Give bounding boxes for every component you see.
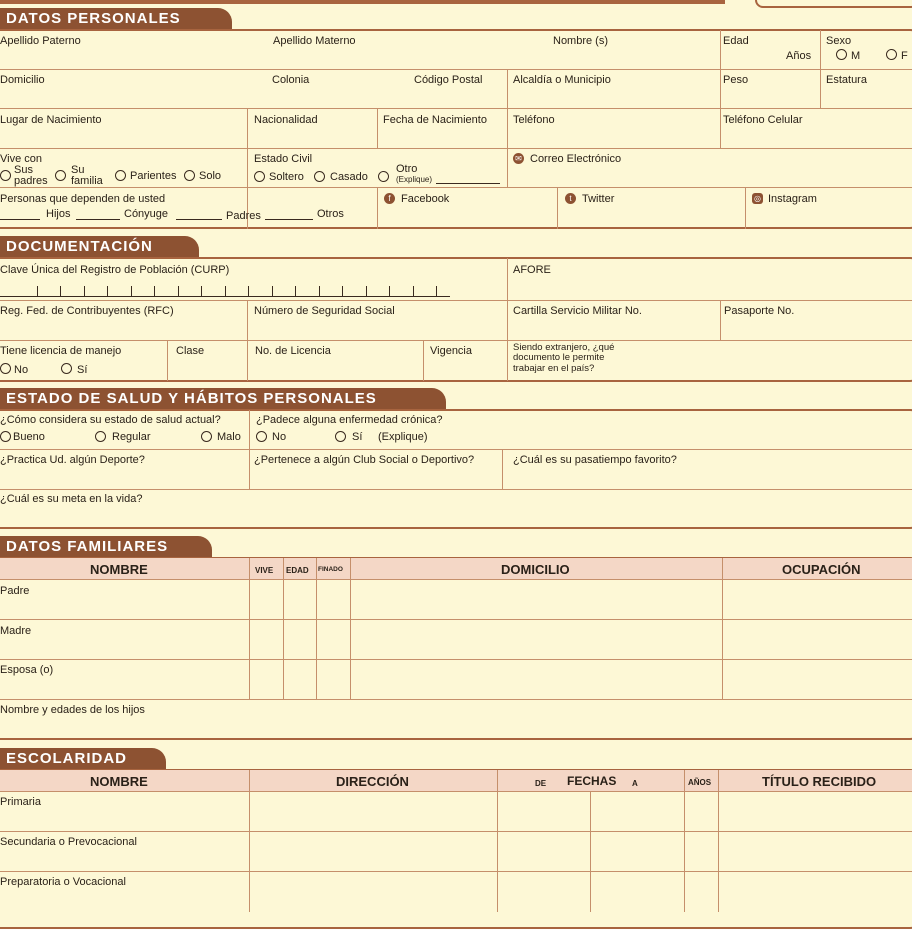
education-col-address: DIRECCIÓN xyxy=(336,774,409,789)
label-lives-family-2: familia xyxy=(71,175,103,187)
label-lives-alone: Solo xyxy=(199,170,222,182)
label-spouse: Cónyuge xyxy=(124,208,169,220)
family-col-occupation: OCUPACIÓN xyxy=(782,562,861,577)
label-married: Casado xyxy=(330,171,368,183)
label-goal-question: ¿Cuál es su meta en la vida? xyxy=(0,493,143,505)
col-divider xyxy=(497,770,498,912)
email-icon: ✉ xyxy=(513,153,524,164)
other-explain-line[interactable] xyxy=(436,183,500,184)
label-sex: Sexo xyxy=(826,35,852,47)
label-facebook: Facebook xyxy=(401,193,450,205)
col-divider xyxy=(167,340,168,381)
label-years: Años xyxy=(786,50,812,62)
row-divider xyxy=(0,187,912,188)
family-col-age: EDAD xyxy=(286,566,309,575)
label-license-no-option: No xyxy=(14,364,29,376)
label-birthplace: Lugar de Nacimiento xyxy=(0,114,102,126)
education-col-years: AÑOS xyxy=(688,778,712,787)
label-lives-parents-2: padres xyxy=(14,175,48,187)
label-others: Otros xyxy=(317,208,344,220)
col-divider xyxy=(720,30,721,109)
curp-tick xyxy=(342,286,343,296)
label-zip: Código Postal xyxy=(414,74,483,86)
label-birthdate: Fecha de Nacimiento xyxy=(383,114,487,126)
label-chronic-yes: Sí xyxy=(352,431,363,443)
col-divider xyxy=(377,108,378,148)
col-divider xyxy=(316,558,317,699)
col-divider xyxy=(718,770,719,912)
col-divider xyxy=(720,300,721,340)
curp-tick xyxy=(84,286,85,296)
label-sex-f: F xyxy=(901,50,908,62)
education-col-title: TÍTULO RECIBIDO xyxy=(762,774,877,789)
section-title-education: ESCOLARIDAD xyxy=(0,748,166,770)
section-title-health: ESTADO DE SALUD Y HÁBITOS PERSONALES xyxy=(0,388,446,410)
row-divider xyxy=(0,340,912,341)
col-divider xyxy=(507,258,508,381)
col-divider xyxy=(745,187,746,229)
radio-chronic-no[interactable] xyxy=(256,431,267,442)
row-divider xyxy=(0,148,912,149)
radio-sex-m[interactable] xyxy=(836,49,847,60)
label-license-number: No. de Licencia xyxy=(255,345,331,357)
curp-tick xyxy=(107,286,108,296)
radio-lives-family[interactable] xyxy=(55,170,66,181)
radio-married[interactable] xyxy=(314,171,325,182)
col-divider xyxy=(722,558,723,699)
radio-chronic-yes[interactable] xyxy=(335,431,346,442)
instagram-icon: ◎ xyxy=(752,193,763,204)
label-paternal-surname: Apellido Paterno xyxy=(0,35,81,47)
col-divider xyxy=(502,449,503,489)
facebook-icon: f xyxy=(384,193,395,204)
curp-tick xyxy=(389,286,390,296)
curp-tick xyxy=(413,286,414,296)
family-col-deceased: FINADO xyxy=(318,566,343,573)
label-nss: Número de Seguridad Social xyxy=(254,305,395,317)
row-divider xyxy=(0,108,912,109)
label-phone: Teléfono xyxy=(513,114,555,126)
label-military: Cartilla Servicio Militar No. xyxy=(513,305,642,317)
label-club-question: ¿Pertenece a algún Club Social o Deportivo? xyxy=(254,454,475,466)
radio-health-bad[interactable] xyxy=(201,431,212,442)
label-colony: Colonia xyxy=(272,74,310,86)
radio-lives-alone[interactable] xyxy=(184,170,195,181)
row-divider xyxy=(0,69,912,70)
row-divider xyxy=(0,579,912,580)
label-foreign-1: Siendo extranjero, ¿qué xyxy=(513,342,615,353)
curp-tick xyxy=(37,286,38,296)
label-hobby-question: ¿Cuál es su pasatiempo favorito? xyxy=(513,454,677,466)
education-col-dates: FECHAS xyxy=(567,774,617,788)
col-divider xyxy=(820,30,821,109)
curp-tick xyxy=(436,286,437,296)
radio-license-no[interactable] xyxy=(0,363,11,374)
curp-tick xyxy=(201,286,202,296)
label-twitter: Twitter xyxy=(582,193,615,205)
radio-lives-parents[interactable] xyxy=(0,170,11,181)
row-divider xyxy=(0,871,912,872)
col-divider xyxy=(590,791,591,912)
label-dependents: Personas que dependen de usted xyxy=(0,193,166,205)
curp-tick xyxy=(319,286,320,296)
top-right-box xyxy=(755,0,912,8)
col-divider xyxy=(557,187,558,229)
curp-tick xyxy=(295,286,296,296)
curp-tick xyxy=(366,286,367,296)
curp-tick xyxy=(60,286,61,296)
label-foreign-2: documento le permite xyxy=(513,352,605,363)
education-col-to: A xyxy=(632,779,638,788)
radio-health-good[interactable] xyxy=(0,431,11,442)
col-divider xyxy=(507,69,508,188)
col-divider xyxy=(377,187,378,229)
label-other: Otro xyxy=(396,163,418,175)
top-border-line xyxy=(0,0,725,4)
education-col-from: DE xyxy=(535,779,547,788)
label-health-good: Bueno xyxy=(13,431,45,443)
col-divider xyxy=(720,108,721,148)
label-health-regular: Regular xyxy=(112,431,151,443)
radio-single[interactable] xyxy=(254,171,265,182)
label-nationality: Nacionalidad xyxy=(254,114,318,126)
row-divider xyxy=(0,831,912,832)
label-children: Hijos xyxy=(46,208,71,220)
label-age: Edad xyxy=(723,35,749,47)
label-chronic-no: No xyxy=(272,431,287,443)
label-names: Nombre (s) xyxy=(553,35,609,47)
radio-health-regular[interactable] xyxy=(95,431,106,442)
education-col-name: NOMBRE xyxy=(90,774,148,789)
label-license: Tiene licencia de manejo xyxy=(0,345,122,357)
label-afore: AFORE xyxy=(513,264,551,276)
label-height: Estatura xyxy=(826,74,867,86)
section-title-family: DATOS FAMILIARES xyxy=(0,536,212,558)
col-divider xyxy=(249,410,250,489)
label-lives-parents-1: Sus xyxy=(14,164,33,176)
radio-sex-f[interactable] xyxy=(886,49,897,60)
spouse-line[interactable] xyxy=(76,219,120,220)
label-cell: Teléfono Celular xyxy=(723,114,803,126)
label-secondary: Secundaria o Prevocacional xyxy=(0,836,137,848)
label-instagram: Instagram xyxy=(768,193,817,205)
label-rfc: Reg. Fed. de Contribuyentes (RFC) xyxy=(0,305,174,317)
col-divider xyxy=(423,340,424,381)
col-divider xyxy=(249,770,250,912)
label-license-yes-option: Sí xyxy=(77,364,88,376)
curp-tick xyxy=(225,286,226,296)
col-divider xyxy=(249,558,250,699)
curp-tick xyxy=(131,286,132,296)
twitter-icon: t xyxy=(565,193,576,204)
label-maternal-surname: Apellido Materno xyxy=(273,35,356,47)
parents-line[interactable] xyxy=(176,219,222,220)
children-line[interactable] xyxy=(0,219,40,220)
label-other-explain: (Explique) xyxy=(396,175,433,184)
label-curp: Clave Única del Registro de Población (CURP) xyxy=(0,264,230,276)
section-title-documentation: DOCUMENTACIÓN xyxy=(0,236,199,258)
health-box xyxy=(0,409,912,529)
label-chronic-explain: (Explique) xyxy=(378,431,428,443)
label-lives-family-1: Su xyxy=(71,164,85,176)
label-sex-m: M xyxy=(851,50,861,62)
curp-tick xyxy=(248,286,249,296)
label-email: Correo Electrónico xyxy=(530,153,622,165)
curp-tick xyxy=(272,286,273,296)
others-line[interactable] xyxy=(265,219,313,220)
education-box xyxy=(0,769,912,929)
radio-lives-relatives[interactable] xyxy=(115,170,126,181)
label-license-class: Clase xyxy=(176,345,205,357)
label-validity: Vigencia xyxy=(430,345,472,357)
row-divider xyxy=(0,449,912,450)
label-health-bad: Malo xyxy=(217,431,241,443)
radio-license-yes[interactable] xyxy=(61,363,72,374)
label-chronic-question: ¿Padece alguna enfermedad crónica? xyxy=(256,414,443,426)
label-single: Soltero xyxy=(269,171,304,183)
label-lives-relatives: Parientes xyxy=(130,170,177,182)
label-weight: Peso xyxy=(723,74,749,86)
row-divider xyxy=(0,489,912,490)
family-col-alive: VIVE xyxy=(255,566,274,575)
row-divider xyxy=(0,300,912,301)
label-municipality: Alcaldía o Municipio xyxy=(513,74,611,86)
family-col-name: NOMBRE xyxy=(90,562,148,577)
label-lives-with: Vive con xyxy=(0,153,42,165)
label-spouse-row: Esposa (o) xyxy=(0,664,54,676)
family-col-address: DOMICILIO xyxy=(501,562,570,577)
label-civil-status: Estado Civil xyxy=(254,153,313,165)
row-divider xyxy=(0,659,912,660)
label-primary: Primaria xyxy=(0,796,41,808)
col-divider xyxy=(247,300,248,381)
radio-other[interactable] xyxy=(378,171,389,182)
label-preparatory: Preparatoria o Vocacional xyxy=(0,876,126,888)
row-divider xyxy=(0,699,912,700)
curp-tick xyxy=(178,286,179,296)
row-divider xyxy=(0,619,912,620)
label-mother: Madre xyxy=(0,625,32,637)
label-parents: Padres xyxy=(226,210,261,222)
label-address: Domicilio xyxy=(0,74,45,86)
col-divider xyxy=(684,770,685,912)
label-health-status-question: ¿Cómo considera su estado de salud actual? xyxy=(0,414,221,426)
label-passport: Pasaporte No. xyxy=(724,305,795,317)
row-divider xyxy=(0,791,912,792)
label-children-names: Nombre y edades de los hijos xyxy=(0,704,145,716)
col-divider xyxy=(283,558,284,699)
col-divider xyxy=(350,558,351,699)
curp-tick xyxy=(154,286,155,296)
label-father: Padre xyxy=(0,585,30,597)
label-sport-question: ¿Practica Ud. algún Deporte? xyxy=(0,454,145,466)
label-foreign-3: trabajar en el país? xyxy=(513,363,595,374)
section-title-personal: DATOS PERSONALES xyxy=(0,8,232,30)
curp-baseline xyxy=(0,296,450,297)
